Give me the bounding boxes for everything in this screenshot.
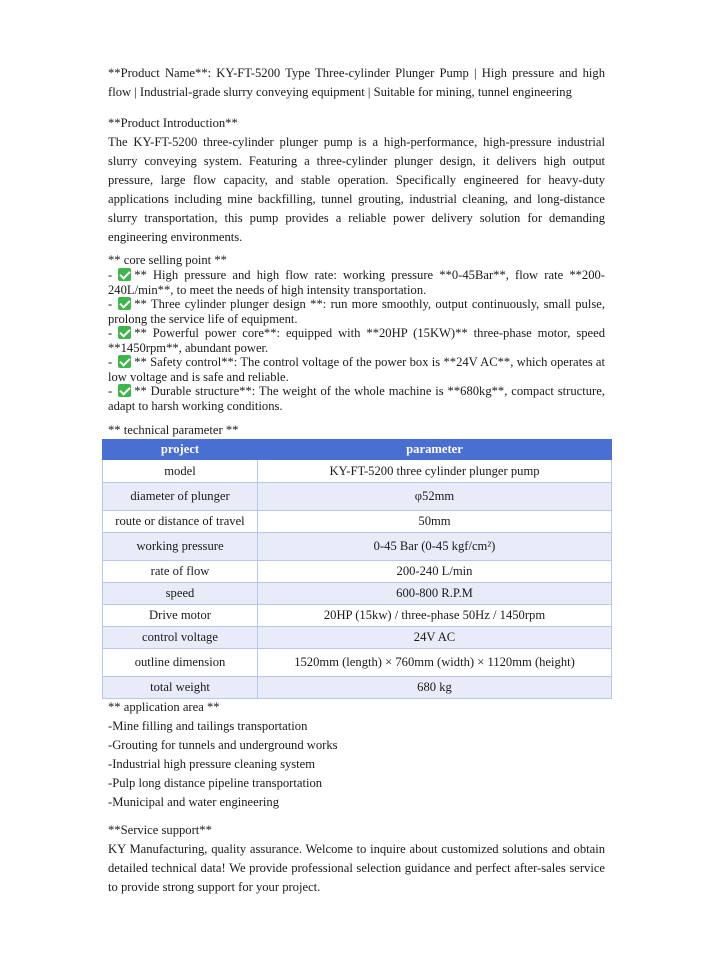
cell-project: diameter of plunger — [103, 483, 258, 511]
column-header-parameter: parameter — [258, 440, 612, 460]
table-row — [103, 483, 612, 511]
check-icon — [118, 326, 131, 339]
cell-parameter: 0-45 Bar (0-45 kgf/cm²) — [258, 533, 612, 561]
cell-parameter: φ52mm — [258, 483, 612, 511]
selling-point-item — [108, 268, 605, 297]
table-header-row — [103, 440, 612, 460]
selling-point-item — [108, 384, 605, 413]
cell-project: route or distance of travel — [103, 511, 258, 533]
cell-parameter: 200-240 L/min — [258, 561, 612, 583]
check-icon — [118, 355, 131, 368]
cell-parameter: 1520mm (length) × 760mm (width) × 1120mm (height) — [258, 649, 612, 677]
table-row — [103, 677, 612, 699]
application-item: -Mine filling and tailings transportation — [108, 719, 308, 733]
check-icon — [118, 268, 131, 281]
selling-point-prefix: - — [108, 297, 113, 311]
cell-project: speed — [103, 583, 258, 605]
selling-point-prefix: - — [108, 268, 113, 282]
cell-parameter: 50mm — [258, 511, 612, 533]
service-section — [108, 821, 605, 897]
cell-parameter: 20HP (15kw) / three-phase 50Hz / 1450rpm — [258, 605, 612, 627]
cell-parameter: KY-FT-5200 three cylinder plunger pump — [258, 460, 612, 483]
application-item: -Pulp long distance pipeline transportation — [108, 776, 323, 790]
selling-point-prefix: - — [108, 355, 113, 369]
table-row — [103, 561, 612, 583]
document-body — [108, 64, 605, 438]
intro-heading: **Product Introduction** — [108, 116, 238, 130]
technical-parameter-table — [102, 439, 612, 699]
selling-point-prefix: - — [108, 384, 113, 398]
product-name: **Product Name**: KY-FT-5200 Type Three-cylinder Plunger Pump | High pressure and high flow | Industrial-grade slurry conveying equipment | Suitable for mining, tunnel engineering — [108, 66, 605, 99]
selling-point-text: ** Safety control**: The control voltage of the power box is **24V AC**, which operates at low voltage and is safe and reliable. — [108, 355, 605, 384]
selling-point-item — [108, 326, 605, 355]
check-icon — [118, 297, 131, 310]
cell-project: Drive motor — [103, 605, 258, 627]
table-row — [103, 533, 612, 561]
selling-point-text: ** Powerful power core**: equipped with **20HP (15KW)** three-phase motor, speed **1450rpm**, abundant power. — [108, 326, 605, 355]
application-item: -Municipal and water engineering — [108, 795, 279, 809]
table-row — [103, 583, 612, 605]
cell-project: outline dimension — [103, 649, 258, 677]
cell-parameter: 600-800 R.P.M — [258, 583, 612, 605]
selling-point-item — [108, 355, 605, 384]
cell-parameter: 24V AC — [258, 627, 612, 649]
selling-point-text: ** Three cylinder plunger design **: run more smoothly, output continuously, small pulse, prolong the service life of equipment. — [108, 297, 605, 326]
selling-points-heading: ** core selling point ** — [108, 253, 227, 267]
cell-parameter: 680 kg — [258, 677, 612, 699]
table-row — [103, 627, 612, 649]
cell-project: model — [103, 460, 258, 483]
intro-text: The KY-FT-5200 three-cylinder plunger pump is a high-performance, high-pressure industrial slurry conveying system. Featuring a three-cylinder plunger design, it delivers high output pressure, large flow capacity, and stable operation. Specifically engineered for heavy-duty applications including mine backfilling, tunnel grouting, industrial cleaning, and long-distance slurry transportation, this pump provides a reliable power delivery solution for demanding engineering environments. — [108, 135, 605, 244]
table-row — [103, 511, 612, 533]
cell-project: working pressure — [103, 533, 258, 561]
selling-point-text: ** High pressure and high flow rate: working pressure **0-45Bar**, flow rate **200-240L/min**, to meet the needs of high intensity transportation. — [108, 268, 605, 297]
selling-point-text: ** Durable structure**: The weight of the whole machine is **680kg**, compact structure, adapt to harsh working conditions. — [108, 384, 605, 413]
cell-project: total weight — [103, 677, 258, 699]
table-row — [103, 649, 612, 677]
application-list — [108, 717, 338, 812]
application-item: -Grouting for tunnels and underground works — [108, 738, 338, 752]
cell-project: control voltage — [103, 627, 258, 649]
service-heading: **Service support** — [108, 823, 212, 837]
table-row — [103, 460, 612, 483]
application-heading: ** application area ** — [108, 700, 220, 714]
service-text: KY Manufacturing, quality assurance. Welcome to inquire about customized solutions and obtain detailed technical data! We provide professional selection guidance and perfect after-sales service to provide strong support for your project. — [108, 842, 605, 894]
application-item: -Industrial high pressure cleaning system — [108, 757, 316, 771]
selling-points-list — [108, 268, 605, 413]
check-icon — [118, 384, 131, 397]
cell-project: rate of flow — [103, 561, 258, 583]
selling-point-prefix: - — [108, 326, 113, 340]
table-row — [103, 605, 612, 627]
selling-point-item — [108, 297, 605, 326]
technical-parameter-heading: ** technical parameter ** — [108, 423, 239, 437]
column-header-project: project — [103, 440, 258, 460]
